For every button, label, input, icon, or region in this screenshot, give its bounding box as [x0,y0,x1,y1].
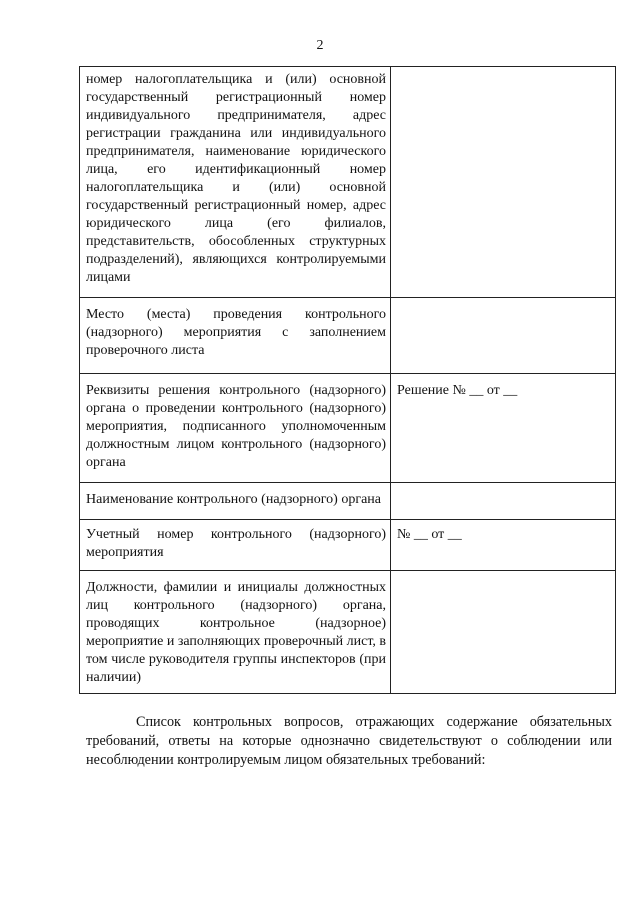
row-label-location: Место (места) проведения контрольного (надзорного) мероприятия с заполнением проверочного листа [80,298,391,374]
row-value-authority [391,483,616,520]
row-label-decision: Реквизиты решения контрольного (надзорного) органа о проведении контрольного (надзорного) мероприятия, подписанного уполномоченным должностным лицом контрольного (надзорного) органа [80,374,391,483]
row-value-decision: Решение № __ от __ [391,374,616,483]
row-label-authority: Наименование контрольного (надзорного) органа [80,483,391,520]
row-label-inspectors: Должности, фамилии и инициалы должностных лиц контрольного (надзорного) органа, проводящих контрольное (надзорное) мероприятие и заполняющих проверочный лист, в том числе руководителя группы инспекторов (при наличии) [80,571,391,694]
table-row-decision [80,374,616,483]
row-value-inspectors [391,571,616,694]
table-row-identification [80,67,616,298]
row-value-identification [391,67,616,298]
table-row-inspectors [80,571,616,694]
row-value-location [391,298,616,374]
row-value-registration-number: № __ от __ [391,520,616,571]
table-row-location [80,298,616,374]
row-label-identification: номер налогоплательщика и (или) основной государственный регистрационный номер индивидуального предпринимателя, адрес регистрации гражданина или индивидуального предпринимателя, наименование юридического лица, его идентификационный номер налогоплательщика и (или) основной государственный регистрационный номер, адрес юридического лица (его филиалов, представительств, обособленных структурных подразделений), являющихся контролируемыми лицами [80,67,391,298]
row-label-registration-number: Учетный номер контрольного (надзорного) мероприятия [80,520,391,571]
inspection-details-table [79,66,616,694]
table-row-authority [80,483,616,520]
checklist-intro-paragraph: Список контрольных вопросов, отражающих содержание обязательных требований, ответы на которые однозначно свидетельствуют о соблюдении или несоблюдении контролируемым лицом обязательных требований: [86,714,612,768]
page-number: 2 [316,38,324,53]
table-row-registration-number [80,520,616,571]
